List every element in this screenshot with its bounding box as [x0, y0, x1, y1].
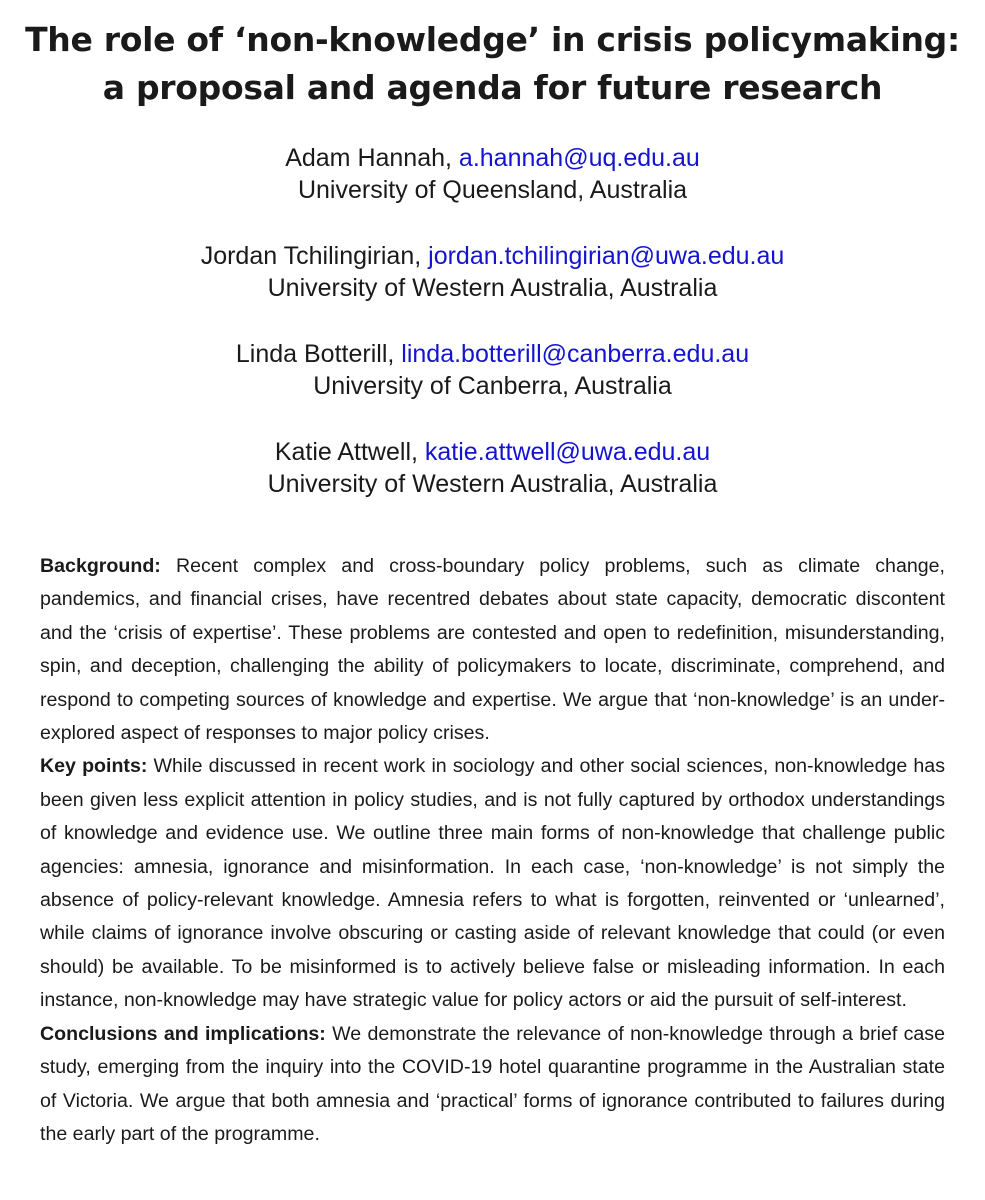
author-email-link[interactable]: katie.attwell@uwa.edu.au	[424, 438, 711, 466]
author-block	[0, 338, 985, 402]
abstract-conclusions	[40, 1018, 945, 1152]
author-affiliation: University of Canberra, Australia	[313, 372, 672, 400]
author-block	[0, 436, 985, 500]
abstract	[40, 550, 945, 1151]
author-line	[0, 436, 985, 468]
author-line	[0, 142, 985, 174]
author-affiliation: University of Western Australia, Australia	[267, 470, 718, 498]
paper-title	[20, 16, 965, 112]
author-name: Jordan Tchilingirian,	[200, 242, 422, 270]
author-name: Linda Botterill,	[235, 340, 395, 368]
paper-title-line-2: a proposal and agenda for future research	[102, 68, 883, 107]
abstract-background	[40, 550, 945, 750]
author-email-link[interactable]: linda.botterill@canberra.edu.au	[401, 340, 750, 368]
author-name: Adam Hannah,	[285, 144, 452, 172]
section-heading: Background:	[40, 555, 161, 577]
author-block	[0, 240, 985, 304]
author-name: Katie Attwell,	[274, 438, 418, 466]
author-affiliation: University of Western Australia, Australia	[267, 274, 718, 302]
author-email-link[interactable]: a.hannah@uq.edu.au	[458, 144, 700, 172]
author-affiliation: University of Queensland, Australia	[297, 176, 688, 204]
author-block	[0, 142, 985, 206]
section-heading: Key points:	[40, 755, 148, 778]
author-email-link[interactable]: jordan.tchilingirian@uwa.edu.au	[428, 242, 785, 270]
section-text: We demonstrate the relevance of non-knowledge through a brief case study, emerging from the inquiry into the COVID-19 hotel quarantine programme in the Australian state of Victoria. We argue that both amnesia and ‘practical’ forms of ignorance contributed to failures during the early part of the programme.	[40, 1022, 946, 1145]
section-text: While discussed in recent work in sociology and other social sciences, non-knowledge has been given less explicit attention in policy studies, and is not fully captured by orthodox understandings of knowledge and evidence use. We outline three main forms of non-knowledge that challenge public agencies: amnesia, ignorance and misinformation. In each case, ‘non-knowledge’ is not simply the absence of policy-relevant knowledge. Amnesia refers to what is forgotten, reinvented or ‘unlearned’, while claims of ignorance involve obscuring or casting aside of relevant knowledge that could (or even should) be available. To be misinformed is to actively believe false or misleading information. In each instance, non-knowledge may have strategic value for policy actors or aid the pursuit of self-interest.	[40, 755, 946, 1012]
author-line	[0, 240, 985, 272]
author-line	[0, 338, 985, 370]
author-list	[0, 142, 985, 500]
abstract-key-points	[40, 750, 945, 1017]
paper-title-line-1: The role of ‘non-knowledge’ in crisis policymaking:	[25, 20, 960, 59]
section-text: Recent complex and cross-boundary policy problems, such as climate change, pandemics, and financial crises, have recentred debates about state capacity, democratic discontent and the ‘crisis of expertise’. These problems are contested and open to redefinition, misunderstanding, spin, and deception, challenging the ability of policymakers to locate, discriminate, comprehend, and respond to competing sources of knowledge and expertise. We argue that ‘non-knowledge’ is an under-explored aspect of responses to major policy crises.	[40, 555, 945, 745]
section-heading: Conclusions and implications:	[40, 1022, 326, 1045]
